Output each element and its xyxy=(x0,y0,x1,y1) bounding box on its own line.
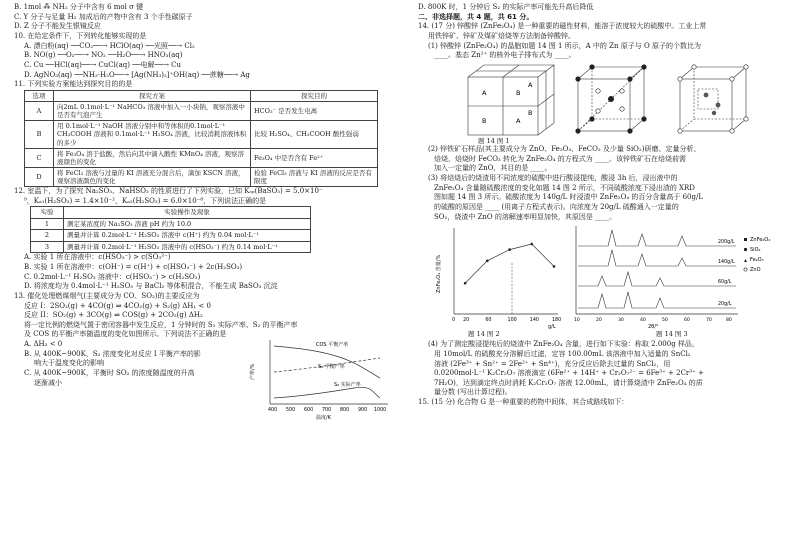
x-tick: 800 xyxy=(340,408,350,414)
q13-reaction-2: 反应 II：SO₂(g) + 3CO(g) ⇌ COS(g) + 2CO₂(g) ΔH₂ xyxy=(24,311,203,320)
q12-option-c: C. 0.2mol·L⁻¹ H₂SO₃ 溶液中：c(HSO₃⁻) > c(H₂SO₃) xyxy=(24,272,201,281)
cube-letter: B xyxy=(482,116,487,125)
q11-table xyxy=(24,90,378,187)
q13-option-b: B. 从 400K~900K，S₂ 浓度变化对反应 I 平衡产率的影 xyxy=(24,349,201,358)
table-row xyxy=(25,102,378,121)
cube-letter: B xyxy=(528,108,533,117)
q14-part3-1: (3) 将焙烧后的烧渣用不同浓度的硫酸中进行酸浸提纯，酸浸 3h 后，浸出液中的 xyxy=(428,173,678,182)
table-row xyxy=(31,241,311,252)
q13-option-b-cont: 响大于温度变化的影响 xyxy=(34,359,104,368)
fig3-curve-label: 200g/L xyxy=(718,240,735,246)
fig2-data-point xyxy=(553,265,556,268)
left-column xyxy=(14,0,394,420)
cube-letter: A xyxy=(516,116,521,125)
cube-letter: B xyxy=(516,88,521,97)
q14-part3-2: ZnFe₂O₄ 含量随硫酸浓度的变化如题 14 图 2 所示，不同硫酸浓度下浸出渣的 XRD xyxy=(434,183,695,192)
q11-row-option: C xyxy=(25,148,54,167)
s2-actual-curve xyxy=(274,387,380,398)
q14-part4-6: 量分数 (写出计算过程)。 xyxy=(434,388,512,397)
q12-header-op: 实验操作及现象 xyxy=(64,207,311,218)
q11-row-goal: 检验 FeCl₃ 溶液与 KI 溶液的反应是否有限度 xyxy=(251,167,378,186)
x-tick: 20 xyxy=(596,318,602,324)
q15-stem: 15. (15 分) 化合物 G 是一种重要的药物中间体，其合成路线如下： xyxy=(418,398,629,407)
q14-part2-3: 加入一定量的 ZnO，其目的是 ____。 xyxy=(434,164,552,173)
fig2-data-point xyxy=(508,248,511,251)
x-tick: 1000 xyxy=(374,408,387,414)
crystal-cell-figure xyxy=(418,61,780,137)
cube-letter: A xyxy=(528,80,533,89)
fig3-curve-label: 60g/L xyxy=(718,280,732,286)
cos-curve xyxy=(274,346,380,378)
q14-part3-5: SO₂，烧渣中 ZnO 的溶解速率明显加快，其原因是 ____。 xyxy=(434,212,617,221)
section-heading: 二、非选择题，共 4 题，共 61 分。 xyxy=(418,12,534,21)
q13-reaction-1: 反应 I：2SO₂(g) + 4CO(g) ⇌ 4CO₂(g) + S₂(g) ΔH₁ < 0 xyxy=(24,301,211,310)
table-row xyxy=(25,148,378,167)
q13-options-and-chart xyxy=(14,340,394,420)
s2-actual-label: S₂ 实际产率 xyxy=(334,382,361,389)
q11-row-option: A xyxy=(25,102,54,121)
fig3-legend: ZnFe₂O₄ xyxy=(750,237,771,244)
fig2-xlabel: g/L xyxy=(548,324,556,331)
q11-header-goal: 探究目的 xyxy=(251,90,378,101)
q11-header-option: 选项 xyxy=(25,90,54,101)
x-tick: 70 xyxy=(706,318,712,324)
q11-row-plan: 将 FeCl₃ 溶液与过量的 KI 溶液充分混合后，滴加 KSCN 溶液，观察溶液颜色的变化 xyxy=(54,167,251,186)
q12-stem-line1: 12. 室温下，为了探究 Na₂SO₃、NaHSO₃ 的性质进行了下列实验，已知 Kₛₚ(BaSO₃) = 5.0×10⁻ xyxy=(14,187,323,196)
figure-3-caption: 题 14 图 3 xyxy=(656,330,688,339)
legend-marker xyxy=(744,268,747,271)
q10-option-a: A. 漂白粉(aq) ──CO₂──→ HClO(aq) ──光照──→ Cl₂ xyxy=(24,41,195,50)
x-tick: 400 xyxy=(268,408,278,414)
q11-header-plan: 探究方案 xyxy=(54,90,251,101)
q13-option-d: D. 800K 时，1 分钟后 S₂ 的实际产率可能先升高后降低 xyxy=(418,3,594,11)
q9-option-c: C. Y 分子与足量 H₂ 加成后的产物中含有 3 个手性碳原子 xyxy=(14,12,193,21)
q14-part4-4: 0.0200mol·L⁻¹ K₂Cr₂O₇ 溶液滴定 (6Fe²⁺ + 14H⁺ + Cr₂O₇²⁻ = 6Fe³⁺ + 2Cr³⁺ + xyxy=(434,369,704,378)
q12-row-text: 测定某浓度的 Na₂SO₃ 溶液 pH 约为 10.0 xyxy=(64,218,311,229)
q13-chart xyxy=(246,336,392,420)
q13-xlabel: 温度/K xyxy=(316,415,331,421)
fig2-data-point xyxy=(464,282,467,285)
fig3-curve-label: 20g/L xyxy=(718,302,732,308)
q12-option-b: B. 实验 1 所在溶液中：c(OH⁻) = c(H⁺) + c(HSO₃⁻) + 2c(H₂SO₃) xyxy=(24,262,243,271)
q10-option-d: D. AgNO₃(aq) ──NH₃·H₂O──→ [Ag(NH₃)₂]⁺OH(aq) ──蔗糖──→ Ag xyxy=(24,70,250,79)
legend-marker xyxy=(744,248,747,251)
x-tick: 60 xyxy=(485,318,492,324)
fig2-data-point xyxy=(486,260,489,263)
figure-2-caption: 题 14 图 2 xyxy=(468,330,500,339)
table-row xyxy=(31,230,311,241)
q11-row-option: B xyxy=(25,121,54,148)
q14-intro-2: 用铁锌矿、锌矿及煤矿焙烧等方法制备锌酸锌。 xyxy=(428,31,575,40)
x-tick: 50 xyxy=(662,318,668,324)
q14-part1-1: (1) 锌酸锌 (ZnFe₂O₄) 的晶胞如题 14 图 1 所示，A 中的 Zn 原子与 O 原子的个数比为 xyxy=(428,41,701,50)
figure-1-caption: 题 14 图 1 xyxy=(478,136,510,145)
q14-figure-1 xyxy=(418,61,780,145)
fig3-chart xyxy=(568,222,780,330)
q14-part2-1: (2) 锌铁矿石样品(其主要成分为 ZnO、Fe₂O₃、FeCO₃ 及少量 SiO₂)研磨、定量分析、 xyxy=(428,144,701,153)
fig3-xlabel: 2θ/° xyxy=(648,324,659,331)
q14-part4-2: 用 10mol/L 的硫酸充分溶解后过滤，定容 100.00mL 该溶液中加入适量的 SnCl₂ xyxy=(434,349,691,358)
q11-row-plan: 向2mL 0.1mol·L⁻¹ NaHCO₃ 溶液中加入一小块钠，观察溶液中是否有气泡产生 xyxy=(54,102,251,121)
q11-row-plan: 将 Fe₃O₄ 溶于盐酸，然后向其中滴入酸性 KMnO₄ 溶液，观察溶液颜色的变化 xyxy=(54,148,251,167)
x-tick: 20 xyxy=(463,318,470,324)
legend-marker xyxy=(744,259,747,262)
q14-figures-2-3 xyxy=(418,222,780,340)
q11-row-goal: HCO₃⁻ 是否发生电离 xyxy=(251,102,378,121)
q14-intro-1: 14. (17 分) 锌酸锌 (ZnFe₂O₄) 是一种重要的磁性材料，能溶于浓度较大的硫酸中。工业上常 xyxy=(418,22,707,31)
x-tick: 700 xyxy=(322,408,332,414)
table-row xyxy=(25,121,378,148)
table-row xyxy=(25,167,378,186)
fig2-ylabel: ZnFe₂O₄ 含量/% xyxy=(436,254,442,294)
q9-option-d: D. Z 分子不能发生银镜反应 xyxy=(14,22,101,31)
q14-part3-4: 的硫酸的原因是 ____ (用离子方程式表示)。向浓度为 20g/L 硫酸通入一定量的 xyxy=(434,202,679,211)
table-row xyxy=(31,218,311,229)
q13-stem: 13. 催化处理燃煤烟气(主要成分为 CO、SO₂)的主要反应为 xyxy=(14,291,200,300)
q12-row-num: 1 xyxy=(31,218,64,229)
x-tick: 140 xyxy=(529,318,539,324)
x-tick: 100 xyxy=(507,318,517,324)
x-tick: 0 xyxy=(452,318,456,324)
q12-option-d: D. 将浓度均为 0.4mol·L⁻¹ H₂SO₃ 与 BaCl₂ 等体积混合，不能生成 BaSO₃ 沉淀 xyxy=(24,282,278,291)
q12-stem-line2: ⁹，Kₐ₁(H₂SO₃) = 1.4×10⁻²，Kₐ₂(H₂SO₃) = 6.0×10⁻⁸，下列说法正确的是 xyxy=(24,196,267,205)
right-column xyxy=(418,0,780,408)
q13-desc-2: 及 COS 的平衡产率随温度的变化如图所示。下列说法不正确的是 xyxy=(24,330,227,339)
q11-row-goal: 比较 H₂SO₄、CH₃COOH 酸性强弱 xyxy=(251,121,378,148)
x-tick: 40 xyxy=(640,318,646,324)
x-tick: 180 xyxy=(552,318,562,324)
q12-option-a: A. 实验 1 所在溶液中：c(HSO₃⁻) > c(SO₃²⁻) xyxy=(24,253,171,262)
x-tick: 60 xyxy=(684,318,690,324)
fig2-data-point xyxy=(530,243,533,246)
x-tick: 600 xyxy=(304,408,314,414)
q14-part3-3: 图如题 14 图 3 所示。硫酸浓度为 140g/L 时浸渣中 ZnFe₂O₄ 的百分含量高于 60g/L xyxy=(434,193,703,202)
q10-option-c: C. Cu ──HCl(aq)──→ CuCl(aq) ──电解──→ Cu xyxy=(24,60,182,69)
q9-option-b: B. 1mol ⁂ NH₂ 分子中含有 6 mol σ 键 xyxy=(14,3,144,11)
fig3-legend: ZnO xyxy=(750,267,761,274)
q13-option-c: C. 从 400K~900K，平衡时 SO₂ 的浓度随温度的升高 xyxy=(24,369,195,378)
x-tick: 500 xyxy=(286,408,296,414)
q11-row-option: D xyxy=(25,167,54,186)
q13-desc-1: 将一定比例的燃烧气置于密闭容器中发生反应，1 分钟时的 S₂ 实际产率、S₂ 的平衡产率 xyxy=(24,320,298,329)
x-tick: 10 xyxy=(574,318,580,324)
q12-header-num: 实验 xyxy=(31,207,64,218)
x-tick: 30 xyxy=(618,318,624,324)
x-tick: 80 xyxy=(726,318,732,324)
q12-row-num: 2 xyxy=(31,230,64,241)
q12-row-num: 3 xyxy=(31,241,64,252)
q14-part2-2: 焙烧，焙烧时 FeCO₃ 转化为 ZnFe₂O₄ 的方程式为 ____。该锌铁矿石在焙烧前需 xyxy=(434,154,686,163)
q11-stem: 11. 下列实验方案能达到探究目的的是 xyxy=(14,80,133,89)
q13-ylabel: 产率/% xyxy=(250,363,256,381)
fig3-legend: SiO₂ xyxy=(750,247,761,254)
cube-letter: A xyxy=(482,88,487,97)
q14-part4-3: 溶液 (2Fe³⁺ + Sn²⁺ = 2Fe²⁺ + Sn⁴⁺)，充分反应后除去过量的 SnCl₂，用 xyxy=(434,359,671,368)
q11-row-plan: 用 0.1mol·L⁻¹ NaOH 溶液分别中和等体积的0.1mol·L⁻¹ CH₃COOH 溶液和 0.1mol·L⁻¹ H₂SO₄ 溶液，比较消耗溶液体积的多少 xyxy=(54,121,251,148)
q11-row-goal: Fe₃O₄ 中是否含有 Fe²⁺ xyxy=(251,148,378,167)
q10-stem: 10. 在给定条件下，下列转化能够实现的是 xyxy=(14,31,147,40)
q14-part4-1: (4) 为了测定酸浸提纯后的烧渣中 ZnFe₂O₄ 含量，进行如下实验：称取 2.000g 样品， xyxy=(428,340,699,349)
legend-marker xyxy=(744,238,747,241)
q14-part1-2: ____。基态 Zn²⁺ 的核外电子排布式为 ____。 xyxy=(434,51,576,60)
fig3-curve-label: 140g/L xyxy=(718,260,735,266)
fig2-chart xyxy=(432,222,562,330)
fig3-legend: Fe₂O₃ xyxy=(750,257,764,264)
cos-label: COS 平衡产率 xyxy=(316,342,349,349)
s2-eq-label: S₂ 平衡产率 xyxy=(318,364,345,371)
x-tick: 900 xyxy=(358,408,368,414)
q12-row-text: 测量并计算 0.2mol·L⁻¹ H₂SO₃ 溶液中 c(H⁺) 约为 0.04 mol·L⁻¹ xyxy=(64,230,311,241)
q14-part4-5: 7H₂O)，达到滴定终点时消耗 K₂Cr₂O₇ 溶液 12.00mL，请计算烧渣中 ZnFe₂O₄ 的质 xyxy=(434,378,703,387)
q13-option-c-cont: 逐渐减小 xyxy=(34,378,62,387)
q10-option-b: B. NO(g) ──O₂──→ NO₂ ──H₂O──→ HNO₃(aq) xyxy=(24,51,183,60)
q12-table xyxy=(30,206,311,253)
q13-option-a: A. ΔH₂ < 0 xyxy=(24,340,63,349)
q12-row-text: 测量并计算 0.2mol·L⁻¹ H₂SO₃ 溶液中的 c(HSO₃⁻) 约为 0.14 mol·L⁻¹ xyxy=(64,241,311,252)
